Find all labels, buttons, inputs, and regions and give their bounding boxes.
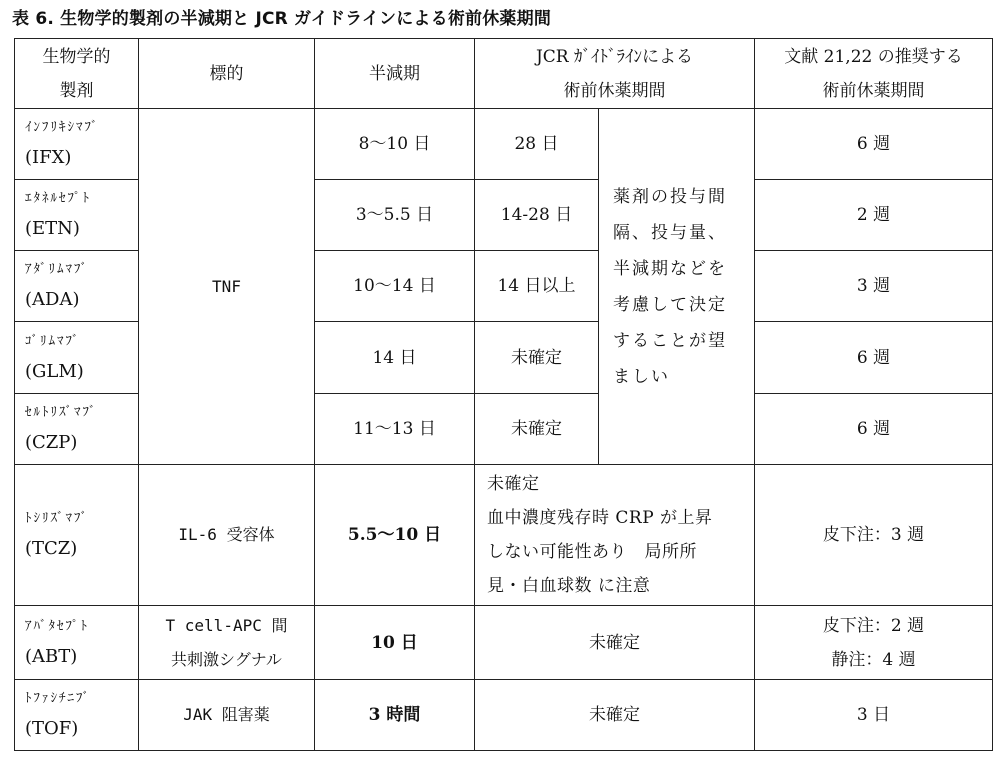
drug-cell: ﾄﾌｧｼﾁﾆﾌﾞ (TOF) bbox=[15, 680, 139, 751]
ref-cell: 皮下注：3 週 bbox=[755, 465, 993, 606]
jcr-cell: 未確定 bbox=[475, 322, 599, 394]
table-row-tof bbox=[15, 680, 993, 751]
target-cell: JAK 阻害薬 bbox=[139, 680, 315, 751]
ref-cell: 6 週 bbox=[755, 322, 993, 394]
jcr-cell: 未確定 bbox=[475, 606, 755, 680]
jcr-cell-tcz: 未確定 血中濃度残存時 CRP が上昇 しない可能性あり 局所所 見・白血球数 に注意 bbox=[475, 465, 755, 606]
drug-cell: ｾﾙﾄﾘｽﾞﾏﾌﾞ (CZP) bbox=[15, 394, 139, 465]
ref-cell: 2 週 bbox=[755, 180, 993, 251]
jcr-cell: 14-28 日 bbox=[475, 180, 599, 251]
table-title: 表 6. 生物学的製剤の半減期と JCR ガイドラインによる術前休薬期間 bbox=[12, 9, 552, 29]
halflife-cell: 10～14 日 bbox=[315, 251, 475, 322]
ref-cell: 3 日 bbox=[755, 680, 993, 751]
halflife-cell: 3 時間 bbox=[315, 680, 475, 751]
jcr-cell: 14 日以上 bbox=[475, 251, 599, 322]
halflife-cell: 3～5.5 日 bbox=[315, 180, 475, 251]
header-jcr: JCR ｶﾞｲﾄﾞﾗｲﾝによる 術前休薬期間 bbox=[475, 39, 755, 109]
drug-cell: ｱﾀﾞﾘﾑﾏﾌﾞ (ADA) bbox=[15, 251, 139, 322]
ref-cell: 6 週 bbox=[755, 109, 993, 180]
jcr-cell: 28 日 bbox=[475, 109, 599, 180]
drug-cell: ｱﾊﾞﾀｾﾌﾟﾄ (ABT) bbox=[15, 606, 139, 680]
ref-cell: 皮下注：2 週 静注：4 週 bbox=[755, 606, 993, 680]
ref-cell: 6 週 bbox=[755, 394, 993, 465]
jcr-cell: 未確定 bbox=[475, 394, 599, 465]
ref-cell: 3 週 bbox=[755, 251, 993, 322]
halflife-cell: 11～13 日 bbox=[315, 394, 475, 465]
biologics-table bbox=[14, 38, 993, 751]
target-cell-tnf: TNF bbox=[139, 109, 315, 465]
drug-cell: ｲﾝﾌﾘｷｼﾏﾌﾞ (IFX) bbox=[15, 109, 139, 180]
drug-cell: ﾄｼﾘｽﾞﾏﾌﾞ (TCZ) bbox=[15, 465, 139, 606]
header-drug: 生物学的 製剤 bbox=[15, 39, 139, 109]
header-halflife: 半減期 bbox=[315, 39, 475, 109]
drug-cell: ｴﾀﾈﾙｾﾌﾟﾄ (ETN) bbox=[15, 180, 139, 251]
target-cell: T cell-APC 間 共刺激シグナル bbox=[139, 606, 315, 680]
table-row-tcz bbox=[15, 465, 993, 606]
halflife-cell: 8～10 日 bbox=[315, 109, 475, 180]
table-row bbox=[15, 109, 993, 180]
halflife-cell: 10 日 bbox=[315, 606, 475, 680]
table-row-abt bbox=[15, 606, 993, 680]
halflife-cell: 14 日 bbox=[315, 322, 475, 394]
halflife-cell: 5.5～10 日 bbox=[315, 465, 475, 606]
jcr-cell: 未確定 bbox=[475, 680, 755, 751]
header-ref: 文献 21,22 の推奨する 術前休薬期間 bbox=[755, 39, 993, 109]
header-target: 標的 bbox=[139, 39, 315, 109]
jcr-note-tnf: 薬剤の投与間 隔、投与量、 半減期などを 考慮して決定 することが望 ましい bbox=[599, 109, 755, 465]
target-cell: IL-6 受容体 bbox=[139, 465, 315, 606]
drug-cell: ｺﾞﾘﾑﾏﾌﾞ (GLM) bbox=[15, 322, 139, 394]
header-row bbox=[15, 39, 993, 109]
